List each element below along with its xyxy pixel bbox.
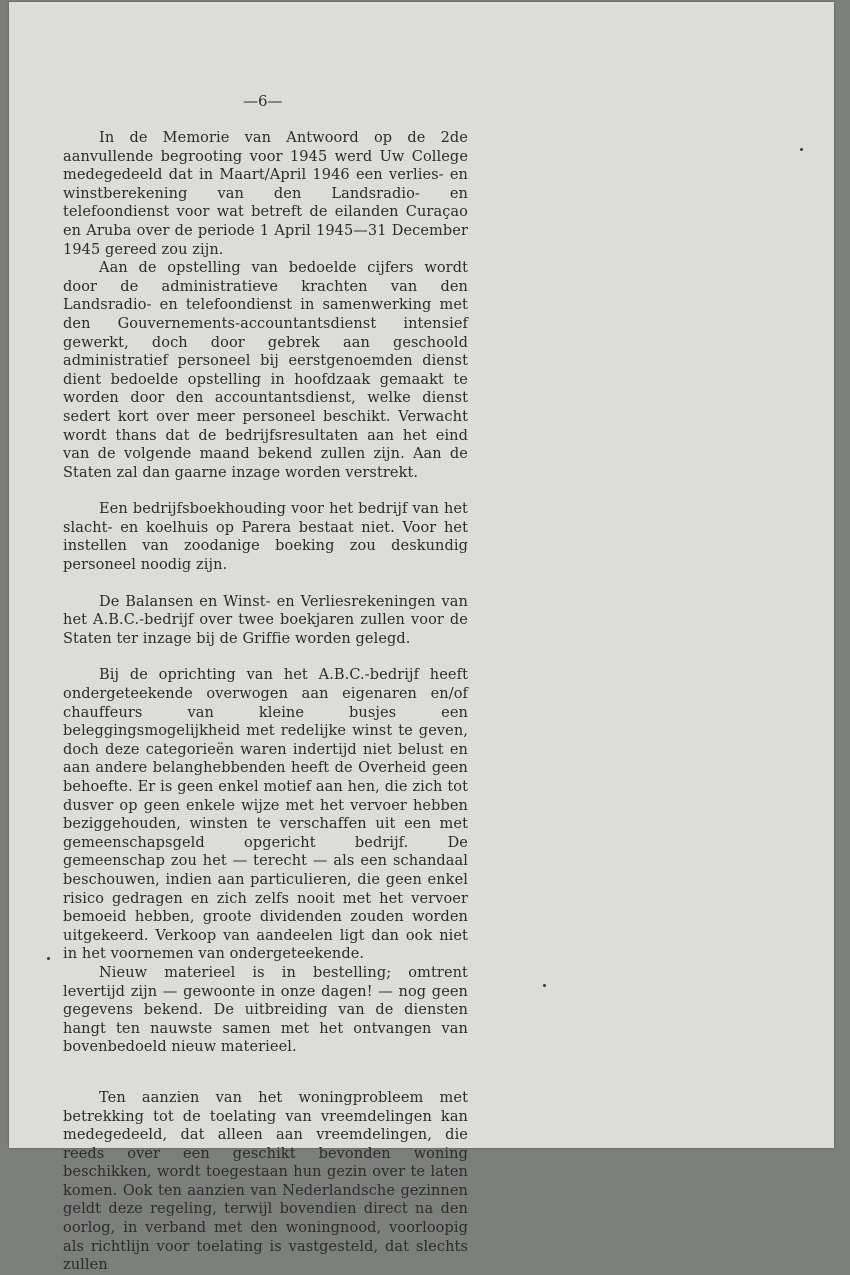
paper-speck [47, 957, 50, 960]
paragraph-abc-bedrijf: Bij de oprichting van het A.B.C.-bedrijf heeft ondergeteekende overwogen aan eigenaren en/of chauffeurs van kleine busjes een beleggingsmogelijkheid met redelijke winst te geven, doch deze categorieën waren indertijd niet belust en aan andere belanghebbenden heeft de Overheid geen behoefte. Er is geen enkel motief aan hen, die zich tot dusver op geen enkele wijze met het vervoer hebben beziggehouden, winsten te verschaffen uit een met gemeenschapsgeld opgericht bedrijf. De gemeenschap zou het — terecht — als een schandaal beschouwen, indien aan particulieren, die geen enkel risico gedragen en zich zelfs nooit met het vervoer bemoeid hebben, groote dividenden zouden worden uitgekeerd. Verkoop van aandeelen ligt dan ook niet in het voornemen van ondergeteekende. [63, 667, 468, 963]
paragraph-slachthuis: Een bedrijfsboekhouding voor het bedrijf van het slacht- en koelhuis op Parera bestaat niet. Voor het instellen van zoodanige boeking zou deskundig personeel noodig zijn. [63, 501, 468, 574]
paper-speck [800, 148, 803, 151]
page-number: —6— [243, 92, 283, 110]
paper-speck [543, 984, 546, 987]
document-page [9, 2, 834, 1274]
body-text [63, 129, 468, 1275]
paragraph-memorie: In de Memorie van Antwoord op de 2de aanvullende begrooting voor 1945 werd Uw College medegedeeld dat in Maart/April 1946 een verlies- en winstberekening van den Landsradio- en telefoondienst voor wat betreft de eilanden Curaçao en Aruba over de periode 1 April 1945—31 December 1945 gereed zou zijn. [63, 130, 468, 258]
paragraph-opstelling: Aan de opstelling van bedoelde cijfers wordt door de administratieve krachten van den Landsradio- en telefoondienst in samenwerking met den Gouvernements-accountantsdienst intensief gewerkt, doch door gebrek aan geschoold administratief personeel bij eerstgenoemden dienst dient bedoelde opstelling in hoofdzaak gemaakt te worden door den accountantsdienst, welke dienst sedert kort over meer personeel beschikt. Verwacht wordt thans dat de bedrijfsresultaten aan het eind van de volgende maand bekend zullen zijn. Aan de Staten zal dan gaarne inzage worden verstrekt. [63, 260, 468, 481]
paragraph-woningprobleem: Ten aanzien van het woningprobleem met betrekking tot de toelating van vreemdelingen kan medegedeeld, dat alleen aan vreemdelingen, die reeds over een geschikt bevonden woning beschikken, wordt toegestaan hun gezin over te laten komen. Ook ten aanzien van Nederlandsche gezinnen geldt deze regeling, terwijl bovendien direct na den oorlog, in verband met den woningnood, voorloopig als richtlijn voor toelating is vastgesteld, dat slechts zullen [63, 1089, 468, 1274]
paragraph-materieel: Nieuw materieel is in bestelling; omtrent levertijd zijn — gewoonte in onze dagen! — nog geen gegevens bekend. De uitbreiding van de diensten hangt ten nauwste samen met het ontvangen van bovenbedoeld nieuw materieel. [63, 964, 468, 1056]
paragraph-balansen: De Balansen en Winst- en Verliesrekeningen van het A.B.C.-bedrijf over twee boekjaren zullen voor de Staten ter inzage bij de Griffie worden gelegd. [63, 593, 468, 647]
